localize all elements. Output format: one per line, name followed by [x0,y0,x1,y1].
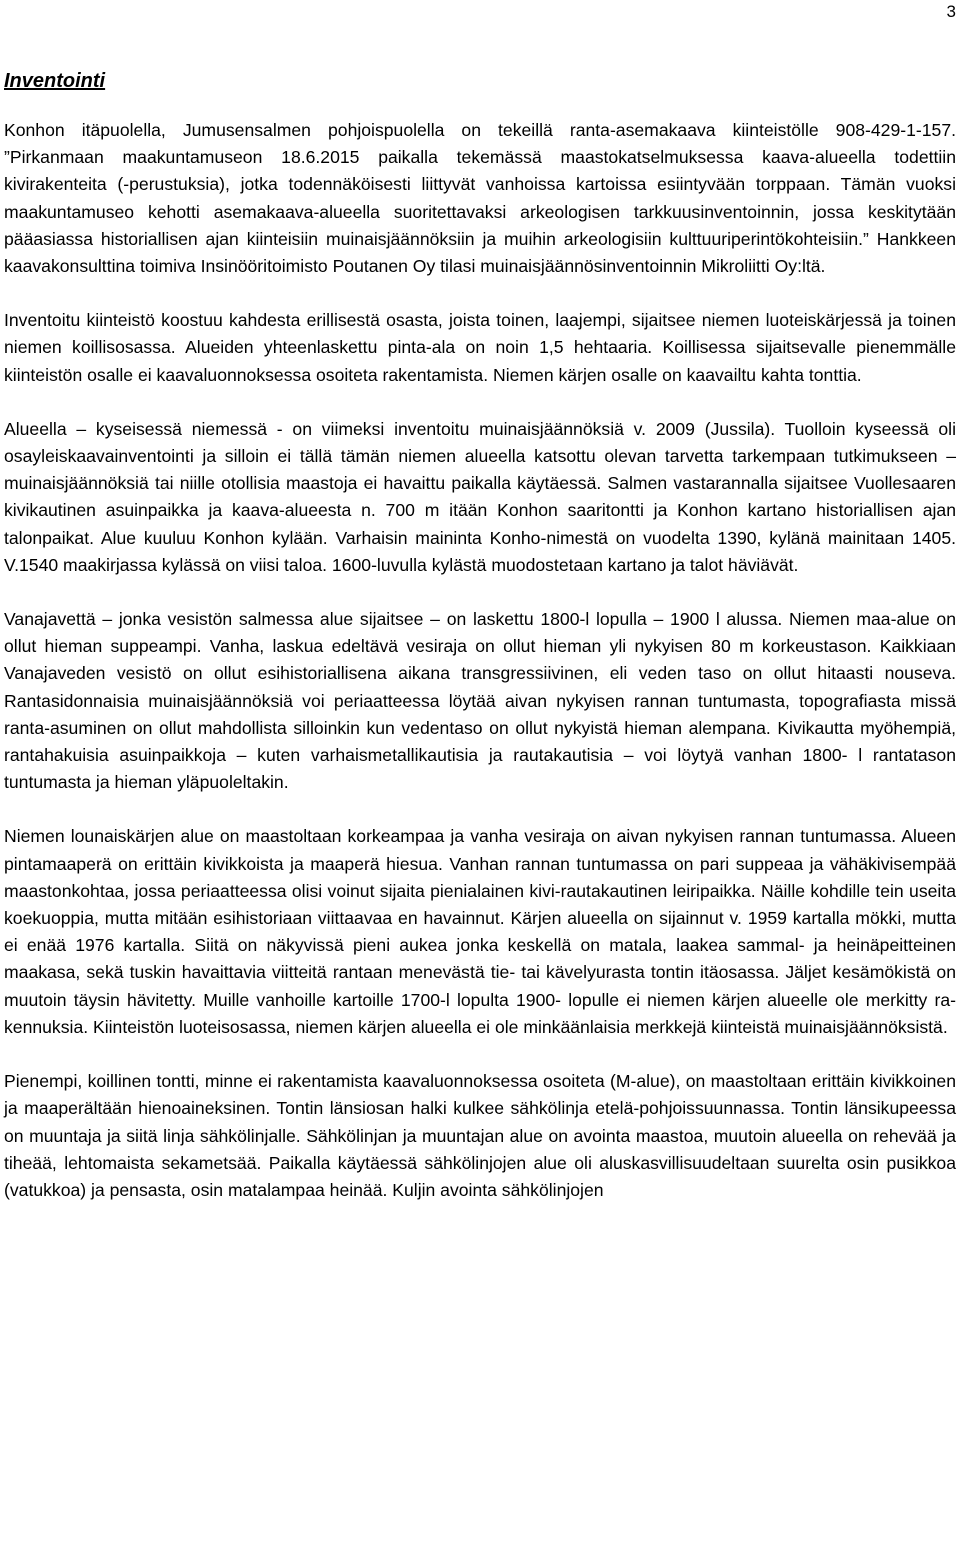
page-number: 3 [946,2,956,21]
paragraph-1: Konhon itäpuolella, Jumusensalmen pohjoispuolella on tekeillä ranta-asemakaava kiinteistölle 908-429-1-157. ”Pirkanmaan maakuntamuseon 18.6.2015 paikalla tekemässä maastokatselmuksessa kaava-alueella todettiin kivirakenteita (-perustuksia), jotka todennäköisesti liittyvät vanhoissa kartoissa esiintyvään torppaan. Tämän vuoksi maakuntamuseo kehotti asemakaava-alueella suoritettavaksi arkeologisen tarkkuusinventoinnin, jossa keskitytään pääasiassa historiallisen ajan kiinteisiin muinaisjäännöksiin ja muihin arkeologisiin kulttuuriperintökohteisiin.” Hankkeen kaavakonsulttina toimiva Insinööritoimisto Poutanen Oy tilasi muinaisjäännösinventoinnin Mikroliitti Oy:ltä. [4,120,956,277]
section-heading: Inventointi [4,70,106,92]
paragraph-6: Pienempi, koillinen tontti, minne ei rakentamista kaavaluonnoksessa osoiteta (M-alue), on maastoltaan erittäin kivikkoinen ja maaperältään hienoaineksinen. Tontin länsiosan halki kulkee sähkölinja etelä-pohjoissuunnassa. Tontin länsikupeessa on muuntaja ja siitä linja sähkölinjalle. Sähkölinjan ja muuntajan alue on avointa maastoa, muutoin alueella on rehevää ja tiheää, lehtomaista sekametsää. Paikalla käytäessä sähkölinjojen alue oli aluskasvillisuudeltaan suurelta osin pusikkoa (vatukkoa) ja pensasta, osin matalampaa heinää. Kuljin avointa sähkölinjojen [4,1071,956,1200]
paragraph-3: Alueella – kyseisessä niemessä - on viimeksi inventoitu muinaisjäännöksiä v. 2009 (Jussila). Tuolloin kyseessä oli osayleiskaavainventointi ja silloin ei tällä tämän niemen alueella katsottu olevan tarvetta tarkempaan tutkimukseen – muinaisjäännöksiä tai niille otollisia maastoja ei havaittu paikalla käytäessä. Salmen vastarannalla sijaitsee Vuollesaaren kivikautinen asuinpaikka ja kaava-alueesta n. 700 m itään Konhon saaritontti ja Konhon kartano historiallisen ajan talonpaikat. Alue kuuluu Konhon kylään. Varhaisin maininta Konho-nimestä on vuodelta 1390, kylänä mainitaan 1405. V.1540 maakirjassa kylässä on viisi taloa. 1600-luvulla kylästä muodostetaan kartano ja talot häviävät. [4,418,956,575]
body-text [4,117,956,1231]
paragraph-5: Niemen lounaiskärjen alue on maastoltaan korkeampaa ja vanha vesiraja on aivan nykyisen rannan tuntumassa. Alueen pintamaaperä on erittäin kivikkoista ja maaperä hiesua. Vanhan rannan tuntumassa on pari suppeaa ja vähäkivisempää maastonkohtaa, jossa periaatteessa olisi voinut sijaita pienialainen kivi-rautakautinen leiripaikka. Näille kohdille tein useita koekuoppia, mutta mitään esihistoriaan viittaavaa en havainnut. Kärjen alueella on sijainnut v. 1959 kartalla mökki, mutta ei enää 1976 kartalla. Siitä on näkyvissä pieni aukea jonka keskellä on matala, laakea sammal- ja heinäpeitteinen maakasa, sekä tuskin havaittavia viitteitä rantaan menevästä tie- tai kävelyurasta tontin itäosassa. Jäljet kesämökistä on muutoin täysin hävitetty. Muille vanhoille kartoille 1700-l lopulta 1900- lopulle ei niemen kärjen alueelle ole merkitty rakennuksia. Kiinteistön luoteisosassa, niemen kärjen alueella ei ole minkäänlaisia merkkejä kiinteistä muinaisjäännöksistä. [4,826,956,1037]
paragraph-2: Inventoitu kiinteistö koostuu kahdesta erillisestä osasta, joista toinen, laajempi, sijaitsee niemen luoteiskärjessä ja toinen niemen koillisosassa. Alueiden yhteenlaskettu pinta-ala on noin 1,5 hehtaaria. Koillisessa sijaitsevalle pienemmälle kiinteistön osalle ei kaavaluonnoksessa osoiteta rakentamista. Niemen kärjen osalle on kaavailtu kahta tonttia. [4,310,956,385]
paragraph-4: Vanajavettä – jonka vesistön salmessa alue sijaitsee – on laskettu 1800-l lopulla – 1900 l alussa. Niemen maa-alue on ollut hieman suppeampi. Vanha, laskua edeltävä vesiraja on ollut hieman yli nykyisen 80 m korkeustason. Kaikkiaan Vanajaveden vesistö on ollut esihistoriallisena aikana transgressiivinen, eli veden taso on ollut hitaasti nouseva. Rantasidonnaisia muinaisjäännöksiä voi periaatteessa löytää aivan nykyisen rannan tuntumasta, topografiasta missä ranta-asuminen on ollut mahdollista silloinkin kun vedentaso on ollut nykyistä hieman alempana. Kivikautta myöhempiä, rantahakuisia asuinpaikkoja – kuten varhaismetallikautisia ja rautakautisia – voi löytyä vanhan 1800- l rantatason tuntumasta ja hieman yläpuoleltakin. [4,609,956,793]
